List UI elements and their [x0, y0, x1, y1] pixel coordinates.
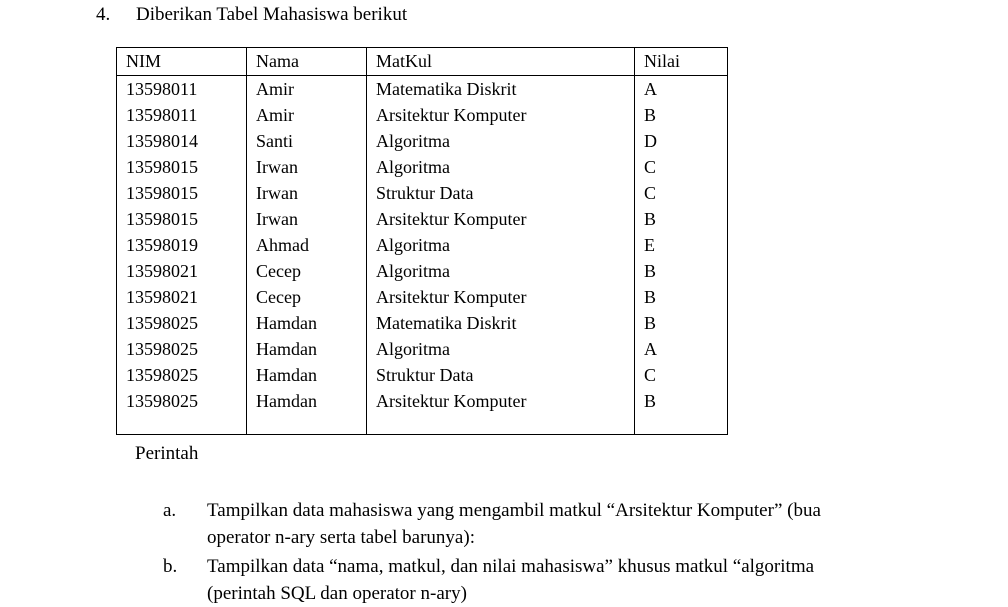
table-row	[117, 336, 728, 362]
cell-nama: Irwan	[247, 206, 367, 232]
cell-nim: 13598019	[117, 232, 247, 258]
cell-matkul: Arsitektur Komputer	[367, 206, 635, 232]
cell-matkul: Arsitektur Komputer	[367, 284, 635, 310]
cell-nim: 13598021	[117, 258, 247, 284]
cell-matkul: Algoritma	[367, 232, 635, 258]
task-item-a	[163, 497, 1008, 551]
cell-nim: 13598025	[117, 336, 247, 362]
table-row	[117, 258, 728, 284]
cell-nama: Cecep	[247, 284, 367, 310]
cell-matkul: Arsitektur Komputer	[367, 102, 635, 128]
cell-nilai: B	[635, 102, 728, 128]
cell-nim: 13598011	[117, 102, 247, 128]
cell-nim: 13598015	[117, 154, 247, 180]
column-header-nilai: Nilai	[635, 48, 728, 76]
task-list	[163, 497, 1008, 607]
cell-nama: Hamdan	[247, 336, 367, 362]
cell-nilai: B	[635, 310, 728, 336]
column-header-nama: Nama	[247, 48, 367, 76]
cell-nim: 13598025	[117, 310, 247, 336]
table-empty-row	[117, 414, 728, 435]
question-number: 4.	[96, 4, 111, 25]
table-row	[117, 180, 728, 206]
task-line: Tampilkan data “nama, matkul, dan nilai mahasiswa” khusus matkul “algoritma	[207, 556, 815, 577]
cell-matkul: Algoritma	[367, 336, 635, 362]
cell-nilai: A	[635, 76, 728, 103]
mahasiswa-table-container	[116, 47, 727, 435]
cell-nama: Irwan	[247, 180, 367, 206]
cell-nama: Hamdan	[247, 310, 367, 336]
column-header-nim: NIM	[117, 48, 247, 76]
cell-nilai: C	[635, 154, 728, 180]
cell-nama: Santi	[247, 128, 367, 154]
task-line: operator n-ary serta tabel barunya):	[207, 527, 475, 548]
cell-empty-nilai	[635, 414, 728, 435]
cell-nilai: A	[635, 336, 728, 362]
cell-matkul: Matematika Diskrit	[367, 76, 635, 103]
cell-nama: Ahmad	[247, 232, 367, 258]
table-row	[117, 206, 728, 232]
question-heading	[96, 2, 916, 28]
cell-matkul: Arsitektur Komputer	[367, 388, 635, 414]
task-body	[207, 497, 1008, 551]
cell-nim: 13598011	[117, 76, 247, 103]
cell-nilai: C	[635, 362, 728, 388]
task-line: Tampilkan data mahasiswa yang mengambil matkul “Arsitektur Komputer” (bua	[207, 500, 821, 521]
cell-nilai: B	[635, 258, 728, 284]
cell-matkul: Matematika Diskrit	[367, 310, 635, 336]
cell-nim: 13598014	[117, 128, 247, 154]
task-marker: a.	[163, 500, 177, 521]
cell-nilai: D	[635, 128, 728, 154]
task-marker: b.	[163, 556, 178, 577]
cell-nama: Hamdan	[247, 388, 367, 414]
column-header-matkul: MatKul	[367, 48, 635, 76]
cell-nim: 13598025	[117, 362, 247, 388]
cell-empty-nim	[117, 414, 247, 435]
cell-matkul: Struktur Data	[367, 362, 635, 388]
task-body	[207, 553, 1008, 607]
perintah-label: Perintah	[135, 443, 199, 464]
question-text: Diberikan Tabel Mahasiswa berikut	[136, 4, 408, 25]
mahasiswa-table	[116, 47, 728, 435]
table-header-row	[117, 48, 728, 76]
cell-nilai: B	[635, 388, 728, 414]
table-row	[117, 154, 728, 180]
cell-nama: Hamdan	[247, 362, 367, 388]
cell-nama: Cecep	[247, 258, 367, 284]
table-row	[117, 232, 728, 258]
cell-nim: 13598015	[117, 180, 247, 206]
table-body	[117, 76, 728, 435]
table-row	[117, 310, 728, 336]
cell-nilai: C	[635, 180, 728, 206]
cell-nama: Amir	[247, 102, 367, 128]
table-row	[117, 388, 728, 414]
cell-nilai: B	[635, 284, 728, 310]
table-row	[117, 128, 728, 154]
cell-matkul: Algoritma	[367, 128, 635, 154]
table-row	[117, 76, 728, 103]
table-row	[117, 102, 728, 128]
cell-matkul: Algoritma	[367, 154, 635, 180]
cell-nim: 13598015	[117, 206, 247, 232]
table-header	[117, 48, 728, 76]
table-row	[117, 284, 728, 310]
cell-nim: 13598021	[117, 284, 247, 310]
cell-matkul: Struktur Data	[367, 180, 635, 206]
task-item-b	[163, 553, 1008, 607]
cell-nilai: E	[635, 232, 728, 258]
cell-nama: Irwan	[247, 154, 367, 180]
cell-empty-nama	[247, 414, 367, 435]
cell-empty-matkul	[367, 414, 635, 435]
cell-matkul: Algoritma	[367, 258, 635, 284]
task-line: (perintah SQL dan operator n-ary)	[207, 583, 467, 604]
cell-nim: 13598025	[117, 388, 247, 414]
cell-nama: Amir	[247, 76, 367, 103]
cell-nilai: B	[635, 206, 728, 232]
table-row	[117, 362, 728, 388]
